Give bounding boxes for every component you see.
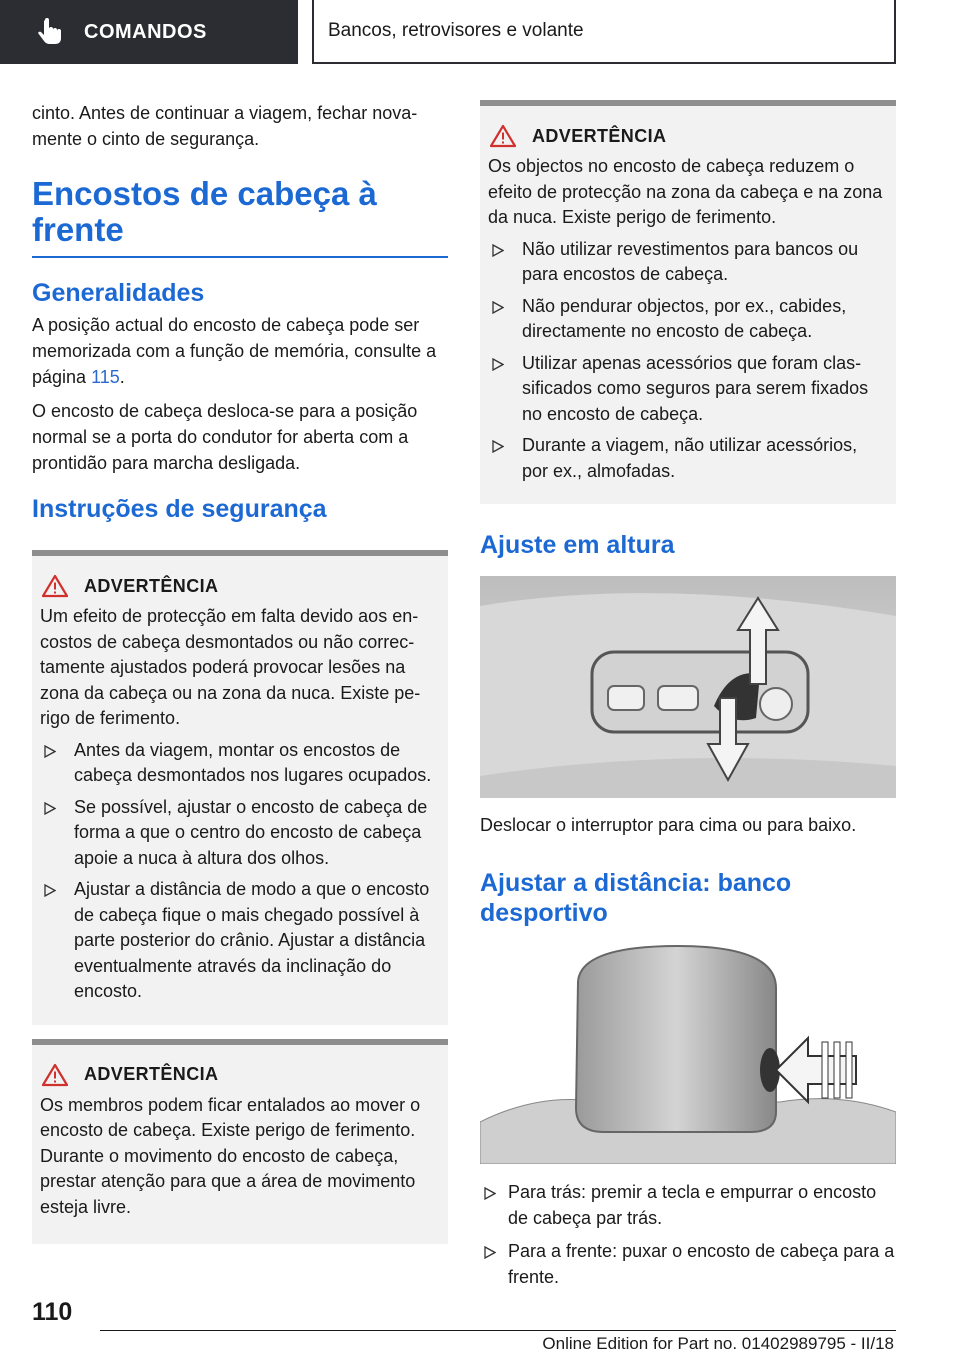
- section-tab: [0, 0, 298, 64]
- list-item: [40, 738, 440, 789]
- generalidades-para-2: O encosto de cabeça desloca-se para a posição normal se a porta do condutor for aberta com a prontidão para marcha desligada.: [32, 401, 418, 473]
- section-tab-label: COMANDOS: [84, 20, 207, 43]
- generalidades-para-1: [32, 312, 448, 390]
- list-item: [480, 1180, 896, 1231]
- list-item-text: Para trás: premir a tecla e empurrar o encosto de cabeça par trás.: [508, 1182, 877, 1228]
- warning-text: Os membros podem ficar entalados ao mover o encosto de cabeça. Existe perigo de ferimento. Durante o movimento do encosto de cabeça, prestar atenção para que a área de movimento esteja livre.: [40, 1094, 421, 1217]
- left-column: [32, 100, 448, 1244]
- warning-icon: [490, 124, 516, 148]
- list-item-text: Ajustar a distância de modo a que o encosto de cabeça fique o mais chegado possível à parte posterior do crânio. Ajustar a distância eventualmente através da inclinação do encosto.: [74, 879, 430, 1001]
- warning-title: ADVERTÊNCIA: [84, 575, 219, 596]
- list-item: [488, 351, 888, 428]
- warning-icon: [42, 1063, 68, 1087]
- list-item-text: Se possível, ajustar o encosto de cabeça de forma a que o centro do encosto de cabeça apoie a nuca à altura dos olhos.: [74, 796, 428, 868]
- list-item-text: Não pendurar objectos, por ex., cabides, directamente no encosto de cabeça.: [522, 295, 847, 341]
- list-item-text: Utilizar apenas acessórios que foram classificados como seguros para serem fixados no encosto de cabeça.: [522, 352, 869, 424]
- bullet-triangle-icon: [44, 884, 56, 897]
- section-title: Bancos, retrovisores e volante: [328, 20, 584, 41]
- footer-divider: [100, 1330, 896, 1331]
- seat-switch-drawing: [480, 576, 896, 798]
- warning-title: ADVERTÊNCIA: [84, 1064, 219, 1084]
- list-item-text: Durante a viagem, não utilizar acessórios, por ex., almofadas.: [522, 435, 858, 481]
- headrest-illustration: [480, 942, 896, 1164]
- generalidades-heading: Generalidades: [32, 279, 205, 307]
- bullet-triangle-icon: [492, 301, 504, 314]
- bullet-triangle-icon: [484, 1187, 496, 1200]
- para-text: A posição actual do encosto de cabeça pode ser memorizada com a função de memória, consulte a página: [32, 315, 437, 387]
- headrest-drawing: [480, 942, 896, 1164]
- distance-steps: [480, 1180, 896, 1290]
- safety-heading: Instruções de segurança: [32, 495, 327, 523]
- warning-text: Os objectos no encosto de cabeça reduzem o efeito de protecção na zona da cabeça e na zona da nuca. Existe perigo de ferimento.: [488, 156, 883, 227]
- hand-pointer-icon: [36, 17, 66, 47]
- bullet-triangle-icon: [492, 440, 504, 453]
- bullet-triangle-icon: [484, 1246, 496, 1259]
- warning-box-1: [32, 550, 448, 1025]
- height-caption: Deslocar o interruptor para cima ou para baixo.: [480, 815, 857, 835]
- warning-box-2: [32, 1039, 448, 1245]
- warning-title: ADVERTÊNCIA: [532, 125, 667, 146]
- page-header: [312, 0, 896, 64]
- page-link[interactable]: 115: [91, 367, 120, 387]
- height-heading: Ajuste em altura: [480, 531, 675, 559]
- list-item: [488, 237, 888, 288]
- page-number: 110: [32, 1298, 73, 1326]
- warning-list: [40, 738, 440, 1005]
- bullet-triangle-icon: [44, 802, 56, 815]
- warning-box-3: [480, 100, 896, 504]
- list-item-text: Não utilizar revestimentos para bancos ou para encostos de cabeça.: [522, 238, 859, 284]
- list-item: [40, 795, 440, 872]
- list-item-text: Antes da viagem, montar os encostos de cabeça desmontados nos lugares ocupados.: [74, 739, 432, 785]
- warning-list: [488, 237, 888, 485]
- list-item-text: Para a frente: puxar o encosto de cabeça para a frente.: [508, 1241, 895, 1287]
- list-item: [40, 877, 440, 1005]
- chapter-title: Encostos de cabeça à frente: [32, 176, 448, 258]
- bullet-triangle-icon: [492, 358, 504, 371]
- warning-text: Um efeito de protecção em falta devido aos encostos de cabeça desmontados ou não correctamente ajustados poderá provocar lesões na zona da cabeça ou na zona da nuca. Existe perigo de ferimento.: [40, 606, 421, 728]
- right-column: [480, 100, 896, 1298]
- distance-heading: Ajustar a distância: banco desportivo: [480, 869, 792, 927]
- bullet-triangle-icon: [44, 745, 56, 758]
- intro-text: cinto. Antes de continuar a viagem, fechar novamente o cinto de segurança.: [32, 103, 418, 149]
- list-item: [488, 433, 888, 484]
- para-text-end: .: [119, 367, 125, 387]
- warning-icon: [42, 574, 68, 598]
- edition-note: Online Edition for Part no. 01402989795 - II/18: [542, 1334, 894, 1353]
- list-item: [488, 294, 888, 345]
- list-item: [480, 1239, 896, 1290]
- bullet-triangle-icon: [492, 244, 504, 257]
- seat-switch-illustration: [480, 576, 896, 798]
